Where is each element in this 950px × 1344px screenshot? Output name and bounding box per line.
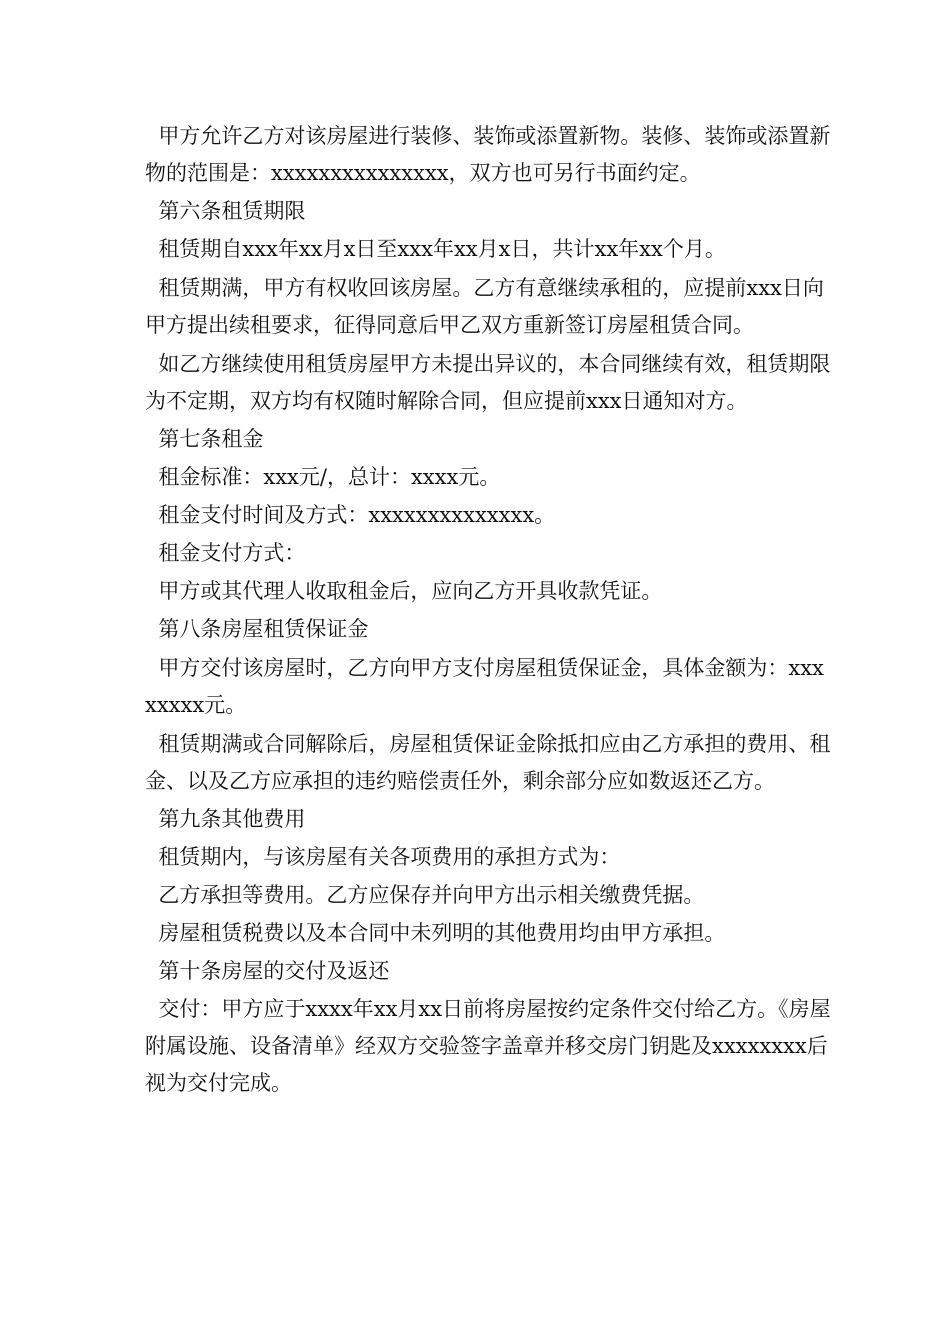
paragraph-renovation-permission: 甲方允许乙方对该房屋进行装修、装饰或添置新物。装修、装饰或添置新物的范围是：xxxxxxxxxxxxxxx，双方也可另行书面约定。 bbox=[145, 124, 831, 185]
paragraph-lease-term: 租赁期自xxx年xx月x日至xxx年xx月x日，共计xx年xx个月。 bbox=[145, 237, 726, 261]
section-heading-article-7: 第七条租金 bbox=[145, 427, 264, 451]
document-body bbox=[145, 118, 835, 1102]
section-heading-article-6: 第六条租赁期限 bbox=[145, 199, 306, 223]
section-heading-article-8: 第八条房屋租赁保证金 bbox=[145, 617, 369, 641]
paragraph-lease-renewal: 租赁期满，甲方有权收回该房屋。乙方有意继续承租的，应提前xxx日向甲方提出续租要求，征得同意后甲乙双方重新签订房屋租赁合同。 bbox=[145, 276, 824, 337]
paragraph-rent-payment-method: 租金支付方式： bbox=[145, 541, 306, 565]
paragraph-tenant-fees: 乙方承担等费用。乙方应保存并向甲方出示相关缴费凭据。 bbox=[145, 883, 705, 907]
paragraph-rent-payment-time: 租金支付时间及方式：xxxxxxxxxxxxxx。 bbox=[145, 503, 556, 527]
paragraph-fee-allocation: 租赁期内，与该房屋有关各项费用的承担方式为： bbox=[145, 845, 621, 869]
paragraph-rent-standard: 租金标准：xxx元/，总计：xxxx元。 bbox=[145, 465, 501, 489]
section-heading-article-10: 第十条房屋的交付及返还 bbox=[145, 959, 390, 983]
paragraph-rent-receipt: 甲方或其代理人收取租金后，应向乙方开具收款凭证。 bbox=[145, 579, 663, 603]
paragraph-delivery: 交付：甲方应于xxxx年xx月xx日前将房屋按约定条件交付给乙方。《房屋附属设施、设备清单》经双方交验签字盖章并移交房门钥匙及xxxxxxxx后视为交付完成。 bbox=[145, 997, 831, 1095]
paragraph-indefinite-term: 如乙方继续使用租赁房屋甲方未提出异议的，本合同继续有效，租赁期限为不定期，双方均有权随时解除合同，但应提前xxx日通知对方。 bbox=[145, 352, 831, 413]
paragraph-landlord-fees: 房屋租赁税费以及本合同中未列明的其他费用均由甲方承担。 bbox=[145, 921, 726, 945]
section-heading-article-9: 第九条其他费用 bbox=[145, 807, 306, 831]
paragraph-deposit-return: 租赁期满或合同解除后，房屋租赁保证金除抵扣应由乙方承担的费用、租金、以及乙方应承担的违约赔偿责任外，剩余部分应如数返还乙方。 bbox=[145, 732, 831, 793]
paragraph-deposit-amount: 甲方交付该房屋时，乙方向甲方支付房屋租赁保证金，具体金额为：xxxxxxxx元。 bbox=[145, 656, 824, 717]
